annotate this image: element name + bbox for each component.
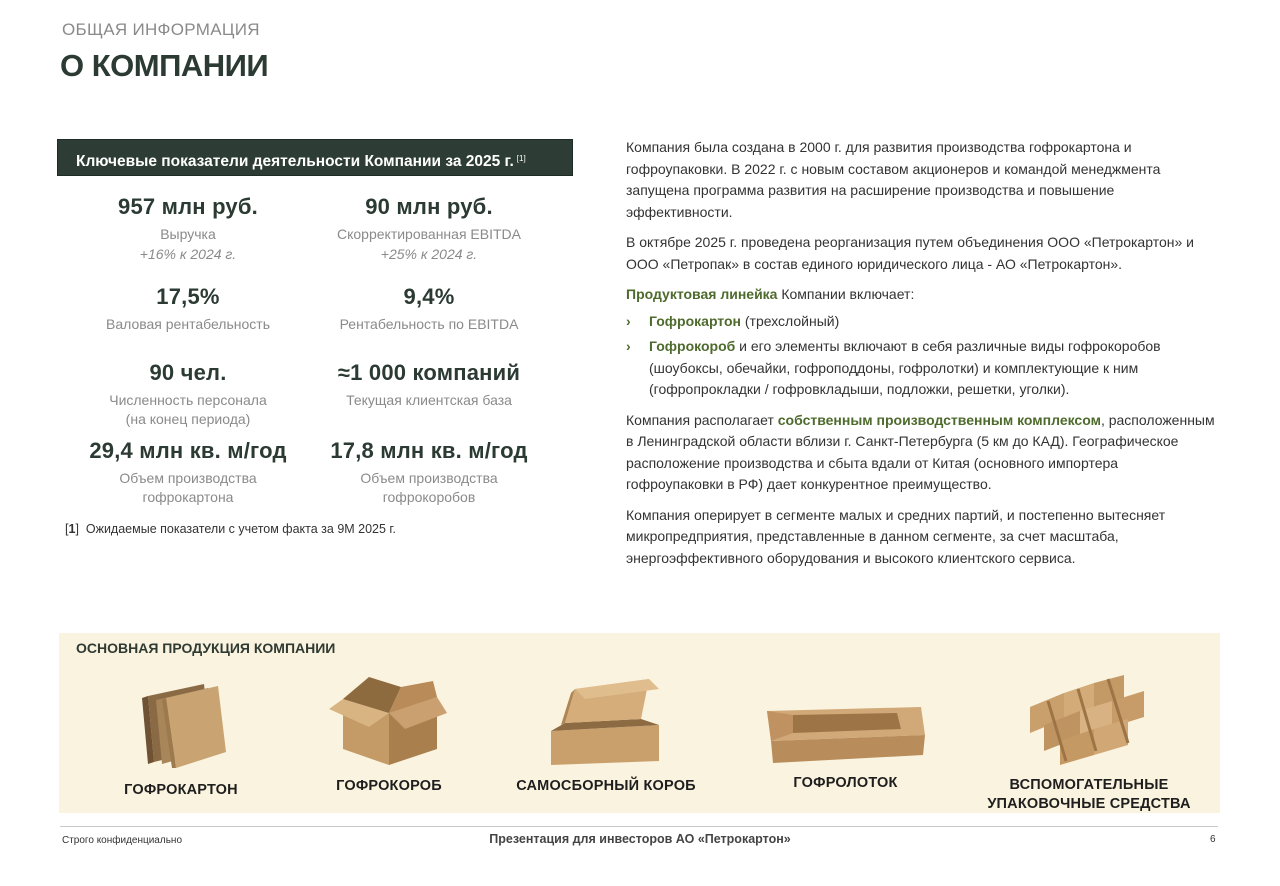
presentation-title: Презентация для инвесторов АО «Петрокартон» [489, 832, 791, 846]
about-paragraph-history: Компания была создана в 2000 г. для развития производства гофрокартона и гофроупаковки. В 2022 г. с новым составом акционеров и командой менеджмента запущена программа развития на расширение производства и повышение эффективности. [626, 139, 1161, 220]
kpi-header-footnote-ref: [1] [516, 154, 526, 163]
kpi-value: ≈1 000 компаний [337, 360, 521, 385]
kpi-header [57, 139, 573, 176]
about-paragraph-facility: Компания располагает собственным производственным комплексом, расположенным в Ленинградской области вблизи г. Санкт-Петербурга (5 км до КАД). Географическое расположение производства и сбыта вдали от Китая (основного импортера гофроупаковки в РФ) дает конкурентное преимущество. [626, 411, 1215, 492]
product-label: ГОФРОКОРОБ [336, 778, 442, 794]
kpi-label: Объем производства гофрокоробов [360, 470, 498, 505]
kpi-ebitda-margin [299, 284, 559, 334]
product-corrugated-board [111, 678, 251, 800]
bullet-chevron-icon: › [626, 312, 631, 329]
kpi-footnote: [1] Ожидаемые показатели с учетом факта за 9М 2025 г. [65, 522, 396, 536]
products-panel [59, 633, 1220, 813]
product-self-assembly-box [511, 669, 701, 796]
kpi-value: 90 млн руб. [365, 194, 493, 219]
about-paragraph-market: Компания оперирует в сегменте малых и средних партий, и постепенно вытесняет микропредприятия, представленные в данном сегменте, за счет масштаба, энергоэффективного оборудования и высокого клиентского сервиса. [626, 506, 1166, 566]
kpi-headcount [58, 360, 318, 429]
about-text [626, 137, 1218, 578]
kpi-label: Валовая рентабельность [106, 316, 270, 332]
kpi-sub: +25% к 2024 г. [380, 246, 478, 262]
kpi-ebitda [299, 194, 559, 265]
products-title: ОСНОВНАЯ ПРОДУКЦИЯ КОМПАНИИ [76, 640, 336, 656]
footer-divider [60, 826, 1218, 827]
about-paragraph-reorg: В октябре 2025 г. проведена реорганизация путем объединения ООО «Петрокартон» и ООО «Петропак» в состав единого юридического лица - АО «Петрокартон». [626, 234, 1194, 272]
kpi-header-title: Ключевые показатели деятельности Компании за 2025 г. [76, 153, 514, 170]
kpi-value: 9,4% [403, 284, 455, 309]
kpi-label: Численность персонала (на конец периода) [109, 392, 267, 427]
page-number: 6 [1210, 834, 1216, 845]
product-bullet-box: › Гофрокороб и его элементы включают в себя различные виды гофрокоробов (шоубоксы, обечайки, гофроподдоны, гофролотки) и комплектующие к ним (гофропрокладки / гофровкладыши, подложки, решетки, уголки). [626, 336, 1218, 401]
kpi-label: Выручка [160, 226, 216, 242]
product-corrugated-box [319, 669, 459, 796]
kpi-label: Рентабельность по EBITDA [339, 316, 519, 332]
product-bullet-cardboard: › Гофрокартон (трехслойный) [626, 311, 1218, 333]
kpi-value: 90 чел. [149, 360, 227, 385]
product-auxiliary-packaging [979, 671, 1199, 814]
kpi-value: 957 млн руб. [118, 194, 258, 219]
footnote-text: Ожидаемые показатели с учетом факта за 9М 2025 г. [85, 522, 396, 536]
section-eyebrow: ОБЩАЯ ИНФОРМАЦИЯ [62, 20, 260, 39]
kpi-value: 17,5% [156, 284, 220, 309]
kpi-gross-margin [58, 284, 318, 334]
kpi-label: Скорректированная EBITDA [337, 226, 521, 242]
product-label: ГОФРОЛОТОК [793, 775, 898, 791]
corrugated-board-icon [126, 678, 236, 773]
product-label: ВСПОМОГАТЕЛЬНЫЕ УПАКОВОЧНЫЕ СРЕДСТВА [987, 777, 1191, 812]
kpi-cardboard-volume [58, 438, 318, 507]
kpi-label: Текущая клиентская база [346, 392, 512, 408]
kpi-box-volume [299, 438, 559, 507]
kpi-sub: +16% к 2024 г. [139, 246, 237, 262]
bullet-chevron-icon: › [626, 338, 631, 354]
product-corrugated-tray [763, 683, 928, 793]
footnote-number: 1 [68, 522, 76, 536]
page-title: О КОМПАНИИ [60, 48, 269, 83]
tray-icon [763, 683, 928, 768]
kpi-value: 29,4 млн кв. м/год [89, 438, 287, 463]
divider-grid-icon [1024, 671, 1154, 766]
about-paragraph-products: Продуктовая линейка Компании включает: [626, 286, 915, 302]
product-label: ГОФРОКАРТОН [124, 782, 238, 798]
kpi-value: 17,8 млн кв. м/год [330, 438, 528, 463]
kpi-revenue [58, 194, 318, 265]
box-icon [329, 669, 449, 769]
confidentiality-note: Строго конфиденциально [62, 835, 182, 846]
mailer-box-icon [541, 669, 671, 769]
kpi-label: Объем производства гофрокартона [119, 470, 257, 505]
product-label: САМОСБОРНЫЙ КОРОБ [516, 778, 696, 794]
kpi-client-base [299, 360, 559, 410]
